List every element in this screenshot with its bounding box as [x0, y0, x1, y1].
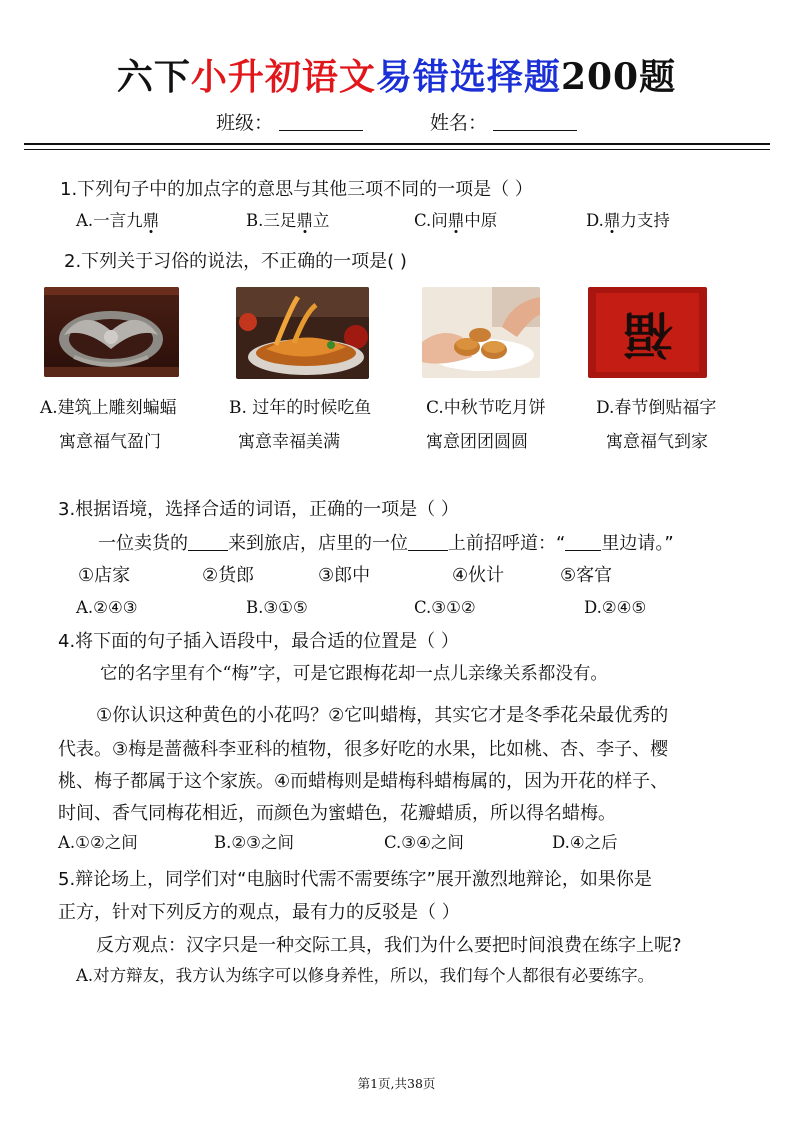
q3-option-b: B.③①⑤	[246, 598, 308, 617]
q2-caption-d-line1: D.春节倒贴福字	[596, 398, 717, 418]
q1-option-c: C.问鼎中原	[414, 211, 498, 230]
bat-carving-image	[44, 287, 179, 377]
title-part-1: 六下	[116, 56, 191, 98]
q3-word-3: ③郎中	[318, 565, 371, 586]
q1-option-b: B.三足鼎立	[246, 211, 330, 230]
class-label: 班级：	[216, 112, 274, 134]
name-label: 姓名：	[430, 112, 488, 134]
q2-caption-a-line1: A.建筑上雕刻蝙蝠	[40, 398, 177, 418]
q3-stem: 3.根据语境，选择合适的词语，正确的一项是（ ）	[58, 499, 459, 520]
q3-option-d: D.②④⑤	[584, 598, 647, 617]
fish-dish-image	[236, 287, 369, 379]
q3-word-4: ④伙计	[452, 565, 505, 586]
title-part-blue: 易错选择题	[375, 56, 561, 98]
document-title	[0, 52, 793, 102]
header-divider-thick	[24, 143, 770, 145]
q5-stem-line2: 正方，针对下列反方的观点，最有力的反驳是（ ）	[58, 902, 460, 923]
q1-option-a: A.一言九鼎	[76, 211, 160, 230]
q3-sentence: 一位卖货的 来到旅店，店里的一位 上前招呼道：“ 里边请。”	[98, 533, 674, 554]
class-blank	[279, 110, 363, 131]
q4-option-b: B.②③之间	[214, 833, 294, 852]
q4-option-c: C.③④之间	[384, 833, 464, 852]
q3-option-a: A.②④③	[76, 598, 138, 617]
q2-caption-b-line1: B. 过年的时候吃鱼	[229, 398, 372, 418]
q2-caption-a-line2: 寓意福气盈门	[59, 432, 161, 452]
q3-word-5: ⑤客官	[560, 565, 613, 586]
q4-paragraph-line4: 时间、香气同梅花相近，而颜色为蜜蜡色，花瓣蜡质，所以得名蜡梅。	[58, 803, 616, 824]
q4-paragraph-line1: ①你认识这种黄色的小花吗？②它叫蜡梅，其实它才是冬季花朵最优秀的	[96, 705, 669, 726]
q2-stem: 2.下列关于习俗的说法，不正确的一项是( )	[64, 251, 407, 272]
mooncake-image	[422, 287, 540, 378]
q2-caption-c-line1: C.中秋节吃月饼	[426, 398, 546, 418]
header-divider-thin	[24, 149, 770, 150]
q4-paragraph-line2: 代表。③梅是蔷薇科李亚科的植物，很多好吃的水果，比如桃、杏、李子、樱	[58, 739, 669, 760]
q1-option-d: D.鼎力支持	[586, 211, 670, 230]
title-part-red: 小升初语文	[190, 56, 376, 98]
name-blank	[493, 110, 577, 131]
fu-character-image	[588, 287, 707, 378]
fu-character-glyph: 福	[623, 305, 673, 364]
q4-insert-sentence: 它的名字里有个“梅”字，可是它跟梅花却一点儿亲缘关系都没有。	[100, 664, 608, 684]
q4-option-a: A.①②之间	[58, 833, 138, 852]
q3-word-1: ①店家	[78, 565, 131, 586]
q5-opponent-view: 反方观点：汉字只是一种交际工具，我们为什么要把时间浪费在练字上呢?	[96, 935, 682, 956]
q3-blank-3	[565, 532, 601, 551]
q5-stem-line1: 5.辩论场上，同学们对“电脑时代需不需要练字”展开激烈地辩论，如果你是	[58, 869, 652, 890]
q4-option-d: D.④之后	[552, 833, 618, 852]
q5-option-a: A.对方辩友，我方认为练字可以修身养性，所以，我们每个人都很有必要练字。	[76, 966, 655, 985]
q4-paragraph-line3: 桃、梅子都属于这个家族。④而蜡梅则是蜡梅科蜡梅属的，因为开花的样子、	[58, 771, 669, 792]
class-field	[216, 108, 363, 138]
q2-caption-c-line2: 寓意团团圆圆	[426, 432, 528, 452]
q3-blank-1	[188, 532, 228, 551]
q1-stem: 1.下列句子中的加点字的意思与其他三项不同的一项是（ ）	[60, 179, 533, 200]
page-number: 第1页,共38页	[357, 1076, 436, 1091]
q4-stem: 4.将下面的句子插入语段中，最合适的位置是（ ）	[58, 631, 459, 652]
q2-caption-d-line2: 寓意福气到家	[606, 432, 708, 452]
q3-word-2: ②货郎	[202, 565, 255, 586]
q2-caption-b-line2: 寓意幸福美满	[238, 432, 340, 452]
title-part-2: 200题	[560, 56, 677, 98]
name-field	[430, 108, 577, 138]
q3-option-c: C.③①②	[414, 598, 476, 617]
q3-blank-2	[408, 532, 448, 551]
